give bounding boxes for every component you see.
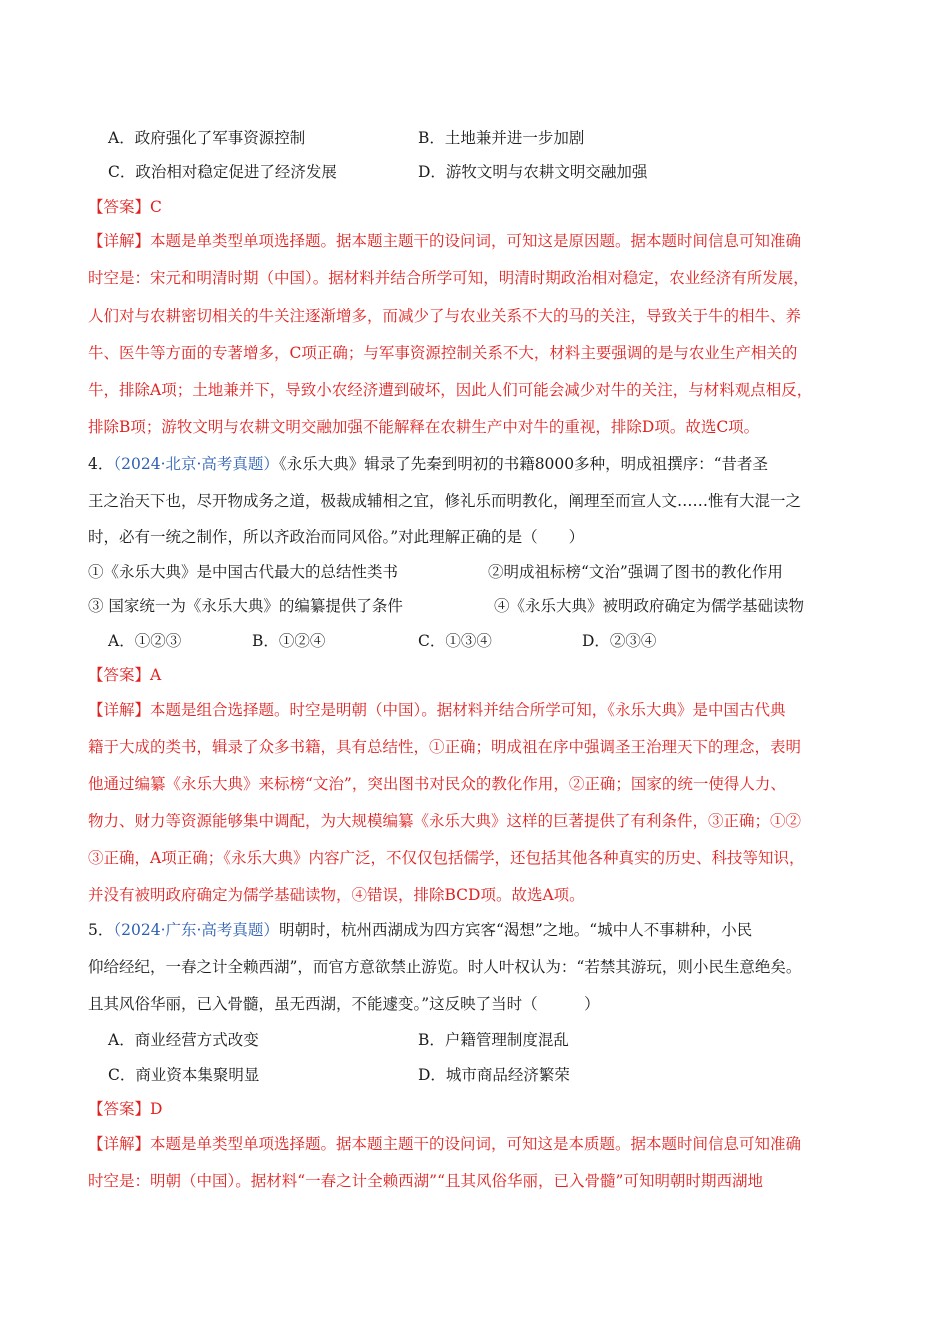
q5-option-b: B．户籍管理制度混乱 — [418, 1031, 569, 1049]
q5-explain-line: 时空是：明朝（中国）。据材料“一春之计全赖西湖”“且其风俗华丽，已入骨髓”可知明朝时期西湖地 — [88, 1172, 763, 1190]
q3-option-c: C．政治相对稳定促进了经济发展 — [108, 163, 337, 181]
q4-explain-line: 并没有被明政府确定为儒学基础读物，④错误，排除BCD项。故选A项。 — [88, 886, 585, 904]
q4-stem-line — [88, 454, 768, 474]
q4-statement-1: ①《永乐大典》是中国古代最大的总结性类书 — [88, 563, 399, 581]
explain-text: 本题是单类型单项选择题。据本题主题干的设问词，可知这是原因题。据本题时间信息可知准确 — [150, 232, 802, 250]
answer-value: A — [150, 666, 162, 684]
q5-option-a: A．商业经营方式改变 — [108, 1031, 259, 1049]
q3-answer — [88, 197, 162, 217]
q5-option-d: D．城市商品经济繁荣 — [418, 1066, 570, 1084]
q4-explain-line: 物力、财力等资源能够集中调配，为大规模编纂《永乐大典》这样的巨著提供了有利条件，③正确；①② — [88, 812, 802, 830]
q4-answer — [88, 665, 161, 685]
q4-statement-4: ④《永乐大典》被明政府确定为儒学基础读物 — [494, 597, 805, 615]
q3-explain-line — [88, 231, 801, 251]
q5-option-c: C．商业资本集聚明显 — [108, 1066, 260, 1084]
question-source: （2024·广东·高考真题） — [113, 921, 279, 939]
answer-label: 【答案】 — [88, 198, 151, 216]
stem-text: 《永乐大典》辑录了先秦到明初的书籍8000多种，明成祖撰序：“昔者圣 — [278, 455, 769, 473]
explain-label: 【详解】 — [88, 701, 151, 719]
q5-stem-line — [88, 920, 752, 940]
explain-label: 【详解】 — [88, 1135, 151, 1153]
q4-stem-line: 王之治天下也，尽开物成务之道，极裁成辅相之宜，修礼乐而明教化，阐理至而宣人文……惟有大混一之 — [88, 492, 802, 510]
explain-text: 本题是单类型单项选择题。据本题主题干的设问词，可知这是本质题。据本题时间信息可知准确 — [150, 1135, 802, 1153]
q3-explain-line: 时空是：宋元和明清时期（中国）。据材料并结合所学可知，明清时期政治相对稳定，农业经济有所发展， — [88, 269, 809, 287]
q3-explain-line: 牛、医牛等方面的专著增多，C项正确；与军事资源控制关系不大，材料主要强调的是与农业生产相关的 — [88, 344, 798, 362]
question-source: （2024·北京·高考真题） — [113, 455, 279, 473]
q3-explain-line: 牛，排除A项；土地兼并下，导致小农经济遭到破坏，因此人们可能会减少对牛的关注，与材料观点相反， — [88, 381, 813, 399]
q5-explain-line — [88, 1134, 801, 1154]
q4-option-a: A．①②③ — [108, 632, 182, 650]
q3-option-b: B．土地兼并进一步加剧 — [418, 129, 585, 147]
q4-explain-line: ③正确，A项正确；《永乐大典》内容广泛，不仅仅包括儒学，还包括其他各种真实的历史、科技等知识， — [88, 849, 805, 867]
answer-label: 【答案】 — [88, 1100, 151, 1118]
q4-stem-line: 时，必有一统之制作，所以齐政治而同风俗。”对此理解正确的是（ ） — [88, 528, 585, 546]
q4-explain-line — [88, 700, 786, 720]
q3-explain-line: 人们对与农耕密切相关的牛关注逐渐增多，而减少了与农业关系不大的马的关注，导致关于牛的相牛、养 — [88, 307, 802, 325]
explain-text: 本题是组合选择题。时空是明朝（中国）。据材料并结合所学可知，《永乐大典》是中国古代典 — [150, 701, 786, 719]
answer-value: D — [150, 1100, 163, 1118]
q4-explain-line: 籍于大成的类书，辑录了众多书籍，具有总结性，①正确；明成祖在序中强调圣王治理天下的理念，表明 — [88, 738, 802, 756]
answer-label: 【答案】 — [88, 666, 151, 684]
q4-explain-line: 他通过编纂《永乐大典》来标榜“文治”，突出图书对民众的教化作用，②正确；国家的统一使得人力、 — [88, 775, 786, 793]
question-number: 5． — [88, 921, 114, 939]
q5-stem-line: 且其风俗华丽，已入骨髓，虽无西湖，不能遽变。”这反映了当时（ ） — [88, 995, 600, 1013]
answer-value: C — [150, 198, 162, 216]
q3-option-d: D．游牧文明与农耕文明交融加强 — [418, 163, 648, 181]
explain-label: 【详解】 — [88, 232, 151, 250]
q3-option-a: A．政府强化了军事资源控制 — [108, 129, 306, 147]
q4-option-b: B．①②④ — [252, 632, 326, 650]
stem-text: 明朝时，杭州西湖成为四方宾客“渴想”之地。“城中人不事耕种，小民 — [278, 921, 753, 939]
q5-stem-line: 仰给经纪，一春之计全赖西湖”，而官方意欲禁止游览。时人叶权认为：“若禁其游玩，则小民生意绝矣。 — [88, 958, 802, 976]
q3-explain-line: 排除B项；游牧文明与农耕文明交融加强不能解释在农耕生产中对牛的重视，排除D项。故选C项。 — [88, 418, 760, 436]
q4-statement-2: ②明成祖标榜“文治”强调了图书的教化作用 — [488, 563, 783, 581]
q4-option-d: D．②③④ — [582, 632, 657, 650]
question-number: 4． — [88, 455, 114, 473]
q4-option-c: C．①③④ — [418, 632, 492, 650]
q4-statement-3: ③ 国家统一为《永乐大典》的编纂提供了条件 — [88, 597, 403, 615]
q5-answer — [88, 1099, 162, 1119]
